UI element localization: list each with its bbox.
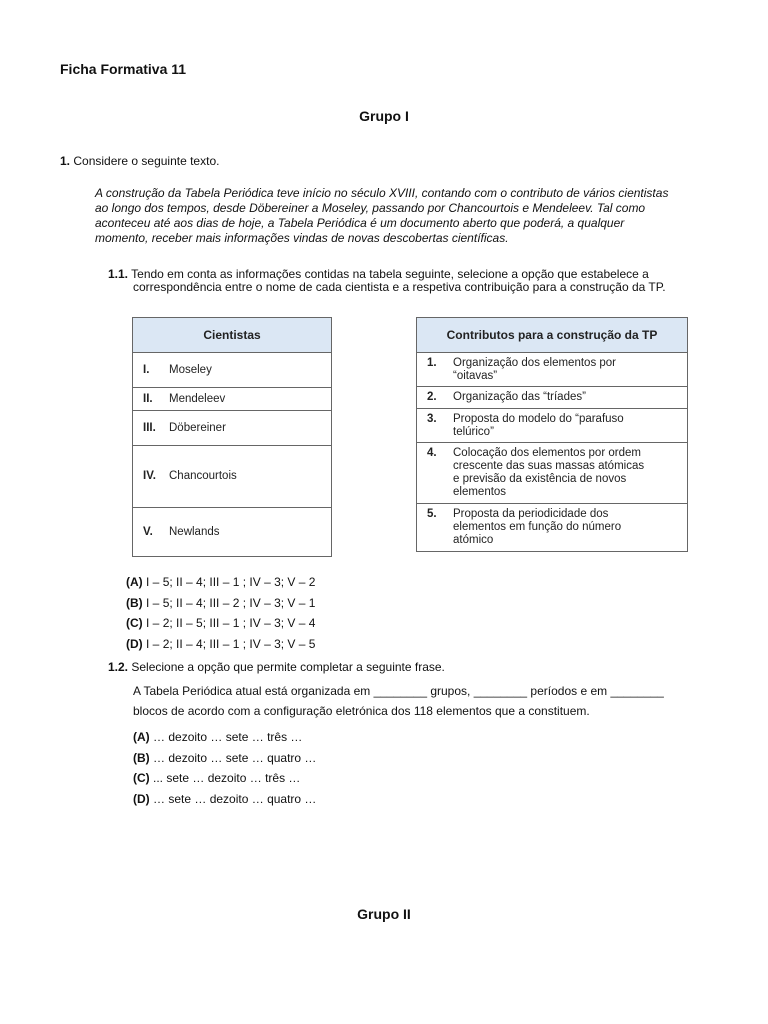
group-1-title: Grupo I	[359, 108, 409, 124]
option-c[interactable]	[126, 613, 315, 634]
contribution-line: elementos	[453, 486, 507, 498]
row-number: 5.	[427, 508, 437, 520]
scientist-name: Moseley	[169, 363, 212, 376]
contribution-line: Organização das “tríades”	[453, 391, 586, 403]
document-title: Ficha Formativa 11	[60, 61, 187, 77]
option-d[interactable]	[126, 634, 315, 655]
contribution-line: Organização dos elementos por	[453, 357, 617, 369]
table-row	[133, 353, 332, 388]
table-row	[417, 353, 688, 387]
table-row	[133, 388, 332, 411]
table-row	[133, 411, 332, 446]
scientist-name: Chancourtois	[169, 470, 237, 482]
contributions-table-header: Contributos para a construção da TP	[417, 318, 688, 353]
contribution-line: Proposta da periodicidade dos	[453, 508, 609, 520]
sentence-line: blocos de acordo com a configuração eletrónica dos 118 elementos que a constituem.	[133, 704, 590, 718]
option-letter: (D)	[126, 636, 143, 651]
option-text: … sete … dezoito … quatro …	[153, 791, 317, 806]
option-letter: (A)	[126, 575, 143, 589]
quote-line: aconteceu até aos dias de hoje, a Tabela Periódica é um documento aberto que poderá, a qualquer	[95, 216, 625, 230]
table-row	[417, 409, 688, 443]
option-d[interactable]	[133, 789, 316, 810]
contribution-line: atómico	[453, 534, 494, 546]
row-number: II.	[143, 392, 153, 405]
option-c[interactable]	[133, 768, 316, 789]
table-row	[417, 504, 688, 552]
option-letter: (A)	[133, 730, 150, 744]
row-number: 3.	[427, 413, 437, 425]
option-letter: (B)	[133, 750, 150, 765]
row-number: 2.	[427, 391, 437, 403]
question-1-number: 1.	[60, 154, 71, 168]
contributions-table	[416, 317, 688, 552]
row-number: 1.	[427, 357, 437, 369]
option-text: I – 5; II – 4; III – 2 ; IV – 3; V – 1	[146, 595, 316, 610]
option-a[interactable]	[126, 572, 315, 593]
option-text: ... sete … dezoito … três …	[153, 771, 301, 785]
table-row	[133, 446, 332, 508]
table-row	[417, 443, 688, 504]
scientist-name: Mendeleev	[169, 392, 226, 405]
quote-line: A construção da Tabela Periódica teve início no século XVIII, contando com o contributo de vários cientistas	[95, 186, 669, 200]
table-row	[133, 508, 332, 557]
scientists-table	[132, 317, 332, 557]
row-number: IV.	[143, 470, 157, 482]
question-1-2	[108, 660, 445, 674]
option-letter: (C)	[126, 616, 143, 630]
question-1-1-options	[126, 572, 315, 654]
contribution-line: Colocação dos elementos por ordem	[453, 447, 641, 459]
row-number: I.	[143, 363, 150, 376]
row-number: 4.	[427, 447, 437, 459]
scientist-name: Döbereiner	[169, 421, 226, 434]
quoted-text	[95, 186, 695, 246]
option-letter: (B)	[126, 595, 143, 610]
row-number: V.	[143, 525, 153, 538]
question-1-1	[108, 268, 708, 294]
contribution-line: elementos em função do número	[453, 521, 622, 533]
option-b[interactable]	[126, 593, 315, 614]
group-2-title: Grupo II	[357, 906, 411, 922]
contribution-line: “oitavas”	[453, 370, 498, 382]
quote-line: ao longo dos tempos, desde Döbereiner a Moseley, passando por Chancourtois e Mendeleev. Tal como	[95, 201, 646, 215]
table-row	[417, 387, 688, 409]
option-b[interactable]	[133, 748, 316, 769]
contribution-line: Proposta do modelo do “parafuso	[453, 413, 624, 425]
question-1	[60, 154, 219, 168]
option-text: … dezoito … sete … quatro …	[153, 750, 317, 765]
option-letter: (D)	[133, 791, 150, 806]
option-text: … dezoito … sete … três …	[153, 730, 303, 744]
option-letter: (C)	[133, 771, 150, 785]
option-a[interactable]	[133, 727, 316, 748]
sentence-line: A Tabela Periódica atual está organizada em ________ grupos, ________ períodos e em ________	[133, 684, 664, 698]
question-1-1-number: 1.1.	[108, 267, 129, 281]
option-text: I – 2; II – 4; III – 1 ; IV – 3; V – 5	[146, 636, 316, 651]
scientist-name: Newlands	[169, 525, 220, 538]
row-number: III.	[143, 421, 156, 434]
question-1-2-prompt: Selecione a opção que permite completar a seguinte frase.	[131, 660, 445, 674]
contribution-line: telúrico”	[453, 426, 494, 438]
fill-in-sentence	[133, 681, 693, 721]
contribution-line: crescente das suas massas atómicas	[453, 460, 645, 472]
question-1-1-line1: Tendo em conta as informações contidas na tabela seguinte, selecione a opção que estabelece a	[131, 267, 649, 281]
question-1-1-line2: correspondência entre o nome de cada cientista e a respetiva contribuição para a construção da TP.	[133, 280, 666, 294]
scientists-table-header: Cientistas	[133, 318, 332, 353]
option-text: I – 5; II – 4; III – 1 ; IV – 3; V – 2	[146, 575, 316, 589]
quote-line: momento, receber mais informações vindas de novas descobertas científicas.	[95, 231, 509, 245]
question-1-2-options	[133, 727, 316, 809]
option-text: I – 2; II – 5; III – 1 ; IV – 3; V – 4	[146, 616, 316, 630]
question-1-prompt: Considere o seguinte texto.	[73, 154, 220, 168]
question-1-2-number: 1.2.	[108, 660, 129, 674]
contribution-line: e previsão da existência de novos	[453, 473, 627, 485]
